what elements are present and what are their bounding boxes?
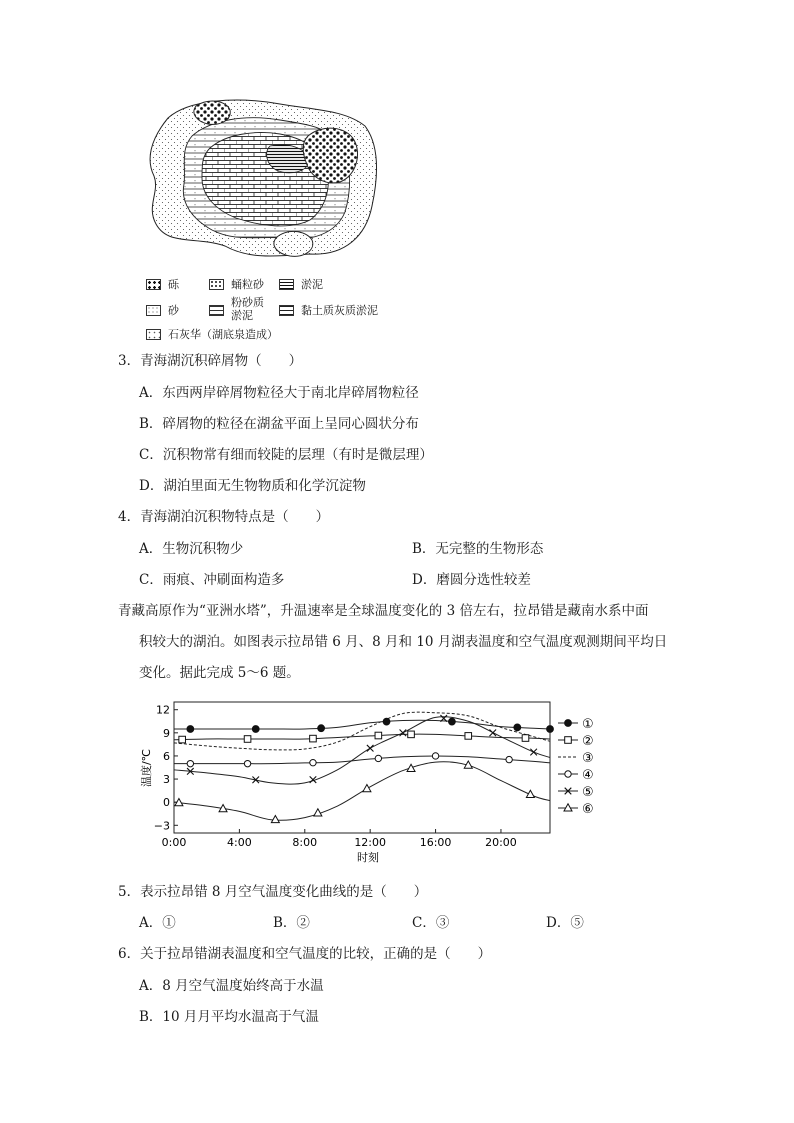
data-point-marker (465, 733, 472, 740)
y-tick-label: 9 (163, 726, 170, 740)
question-5-stem: 5．表示拉昂错 8 月空气温度变化曲线的是（ ） (118, 884, 428, 900)
series-line-4 (174, 756, 550, 764)
q4-option-b[interactable]: B．无完整的生物形态 (412, 541, 544, 557)
q5-option-d[interactable]: D．⑤ (546, 915, 584, 931)
series-line-3 (174, 712, 550, 750)
x-tick-label: 16:00 (419, 836, 452, 849)
q3-option-c[interactable]: C．沉积物常有细而较陡的层理（有时是微层理） (139, 447, 433, 463)
series-line-2 (174, 734, 550, 740)
y-axis-label: 温度/℃ (140, 748, 153, 788)
data-point-marker (252, 726, 259, 733)
mud-swatch (279, 279, 294, 290)
data-point-marker (565, 771, 571, 777)
data-point-marker (489, 730, 496, 737)
passage-line-1: 青藏高原作为“亚洲水塔”，升温速率是全球温度变化的 3 倍左右，拉昂错是藏南水系中面 (118, 603, 649, 619)
tufa-swatch (146, 329, 161, 340)
data-point-marker (565, 737, 572, 744)
passage-line-3: 变化。据此完成 5～6 题。 (139, 665, 300, 681)
y-tick-label: 3 (163, 773, 170, 787)
x-tick-label: 20:00 (485, 836, 517, 849)
temperature-chart (138, 696, 598, 868)
x-tick-label: 0:00 (161, 836, 187, 849)
passage-line-2: 积较大的湖泊。如图表示拉昂错 6 月、8 月和 10 月湖表温度和空气温度观测期间平均日 (139, 634, 668, 650)
legend-sand-label: 砂 (168, 304, 179, 317)
legend-label: ③ (582, 751, 594, 766)
q4-option-a[interactable]: A．生物沉积物少 (139, 541, 244, 557)
legend-label: ⑤ (582, 785, 594, 800)
data-point-marker (400, 730, 407, 737)
legend-label: ⑥ (582, 802, 594, 817)
data-point-marker (310, 759, 316, 765)
legend-clay-calcareous-label: 黏土质灰质淤泥 (301, 304, 378, 317)
question-6-stem: 6．关于拉昂错湖表温度和空气温度的比较，正确的是（ ） (118, 946, 492, 962)
question-4-stem: 4．青海湖泊沉积物特点是（ ） (118, 509, 330, 525)
legend-tufa-label: 石灰华（湖底泉造成） (168, 328, 278, 341)
sand-swatch (146, 305, 161, 316)
legend-label: ④ (582, 768, 594, 783)
data-point-marker (407, 764, 415, 771)
q4-option-d[interactable]: D．磨圆分选性较差 (412, 572, 531, 588)
q3-option-b[interactable]: B．碎屑物的粒径在湖盆平面上呈同心圆状分布 (139, 416, 419, 432)
q3-option-a[interactable]: A．东西两岸碎屑物粒径大于南北岸碎屑物粒径 (139, 385, 419, 401)
clay-calcareous-swatch (279, 305, 294, 316)
data-point-marker (271, 815, 279, 822)
data-point-marker (564, 804, 572, 811)
series-line-1 (174, 720, 550, 729)
x-tick-label: 4:00 (227, 836, 252, 849)
lake-sediment-map (140, 96, 390, 268)
data-point-marker (547, 726, 554, 733)
data-point-marker (179, 736, 186, 743)
data-point-marker (310, 735, 317, 742)
granule-sand-swatch (209, 279, 224, 290)
data-point-marker (187, 726, 194, 733)
q3-option-d[interactable]: D．湖泊里面无生物物质和化学沉淀物 (139, 478, 366, 494)
legend-gravel-label: 砾 (168, 278, 179, 291)
data-point-marker (449, 718, 456, 725)
data-point-marker (367, 745, 374, 752)
series-line-5 (174, 717, 550, 784)
legend-silty-mud-line1: 粉砂质 (231, 296, 264, 309)
legend-label: ① (582, 717, 594, 732)
y-tick-label: 6 (163, 749, 170, 763)
legend-granule-sand-label: 蛹粒砂 (231, 278, 264, 291)
data-point-marker (506, 756, 512, 762)
data-point-marker (314, 809, 322, 816)
x-axis-label: 时刻 (357, 851, 379, 864)
data-point-marker (530, 749, 537, 756)
y-tick-label: 12 (156, 703, 170, 717)
data-point-marker (514, 724, 521, 731)
data-point-marker (522, 735, 529, 742)
legend-mud-label: 淤泥 (301, 278, 323, 291)
data-point-marker (244, 736, 251, 743)
series-line-6 (174, 762, 550, 821)
q5-option-c[interactable]: C．③ (412, 915, 450, 931)
data-point-marker (363, 784, 371, 791)
data-point-marker (383, 718, 390, 725)
x-tick-label: 12:00 (354, 836, 387, 849)
y-tick-label: 0 (163, 796, 170, 810)
gravel-swatch (146, 279, 161, 290)
q5-option-a[interactable]: A．① (139, 915, 176, 931)
q5-option-b[interactable]: B．② (273, 915, 310, 931)
data-point-marker (244, 760, 250, 766)
data-point-marker (375, 755, 381, 761)
legend-silty-mud-line2: 淤泥 (231, 309, 253, 322)
legend-label: ② (582, 734, 594, 749)
data-point-marker (408, 731, 415, 738)
silty-mud-swatch (209, 305, 224, 316)
plot-frame (174, 702, 550, 833)
q6-option-a[interactable]: A．8 月空气温度始终高于水温 (139, 978, 324, 994)
x-tick-label: 8:00 (292, 836, 318, 849)
y-tick-label: −3 (153, 819, 170, 833)
data-point-marker (187, 760, 193, 766)
data-point-marker (318, 725, 325, 732)
data-point-marker (375, 732, 382, 739)
q4-option-c[interactable]: C．雨痕、冲刷面构造多 (139, 572, 285, 588)
q6-option-b[interactable]: B．10 月月平均水温高于气温 (139, 1009, 319, 1025)
question-3-stem: 3．青海湖沉积碎屑物（ ） (118, 353, 303, 369)
data-point-marker (432, 753, 438, 759)
data-point-marker (565, 720, 572, 727)
